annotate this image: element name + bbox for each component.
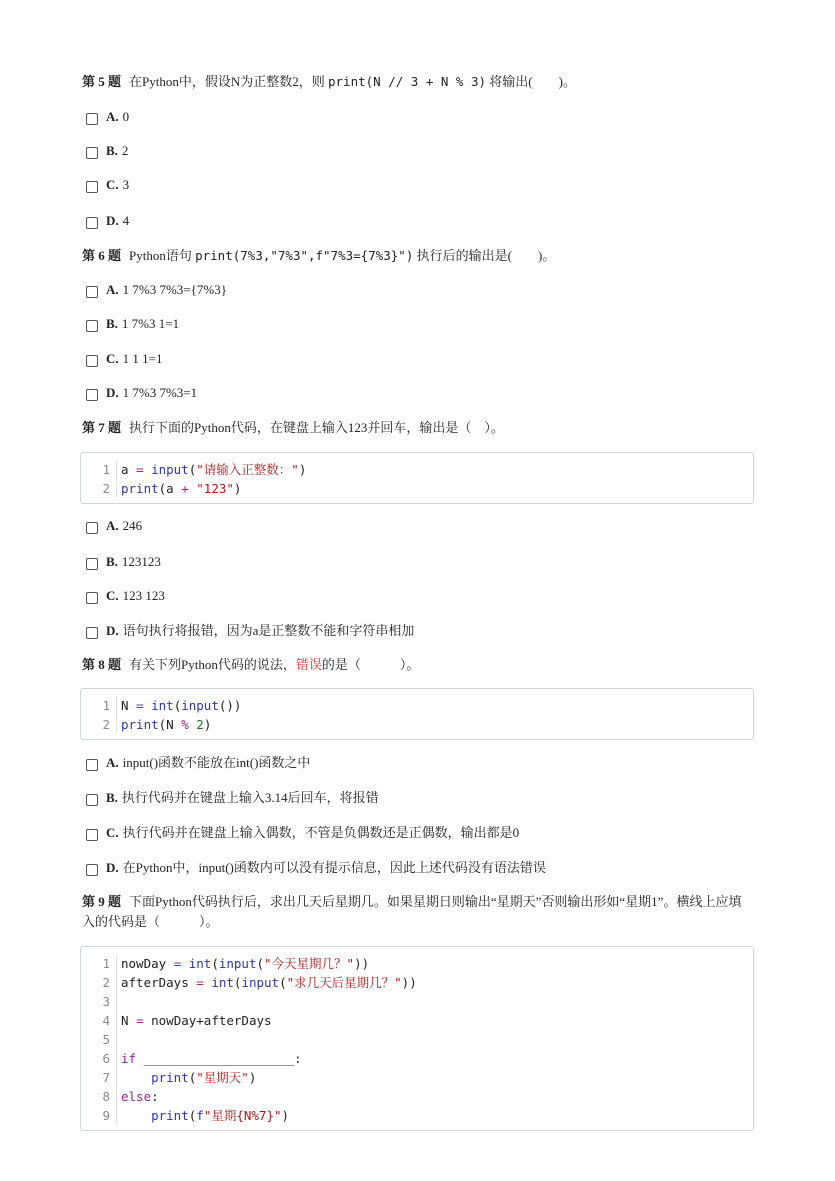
code-line bbox=[81, 1030, 753, 1049]
question-8-title bbox=[82, 655, 762, 675]
checkbox[interactable] bbox=[86, 759, 98, 771]
checkbox[interactable] bbox=[86, 829, 98, 841]
line-number: 5 bbox=[81, 1030, 117, 1049]
line-number: 8 bbox=[81, 1087, 117, 1106]
code-text: print(f"星期{N%7}") bbox=[151, 1108, 290, 1123]
checkbox[interactable] bbox=[86, 864, 98, 876]
question-5-title bbox=[82, 72, 762, 92]
question-text: 执行下面的Python代码，在键盘上输入123并回车，输出是（ ）。 bbox=[129, 420, 504, 435]
checkbox[interactable] bbox=[86, 794, 98, 806]
code-line bbox=[81, 1106, 753, 1125]
emphasis-text: 错误 bbox=[295, 657, 322, 672]
code-text: if ____________________: bbox=[121, 1051, 302, 1066]
question-number: 第 6 题 bbox=[82, 248, 122, 263]
option-text: 1 7%3 7%3={7%3} bbox=[122, 282, 227, 297]
code-token: "123" bbox=[196, 481, 234, 496]
question-number: 第 8 题 bbox=[82, 657, 122, 672]
checkbox[interactable] bbox=[86, 147, 98, 159]
line-number: 4 bbox=[81, 1011, 117, 1030]
line-number: 1 bbox=[81, 954, 117, 973]
inline-code: print(N // 3 + N % 3) bbox=[328, 74, 487, 89]
q8-option-d[interactable] bbox=[86, 858, 546, 878]
code-line bbox=[81, 1087, 753, 1106]
q8-option-a[interactable] bbox=[86, 753, 310, 773]
line-number: 3 bbox=[81, 992, 117, 1011]
question-text: 下面Python代码执行后，求出几天后星期几。如果星期日则输出“星期天”否则输出形如“星期1”。横线上应填入的代码是（ ）。 bbox=[82, 894, 742, 929]
checkbox[interactable] bbox=[86, 181, 98, 193]
code-token: input bbox=[151, 462, 189, 477]
code-token: (a bbox=[158, 481, 182, 496]
code-text: afterDays = int(input("求几天后星期几？")) bbox=[121, 975, 417, 990]
option-text: 执行代码并在键盘上输入偶数，不管是负偶数还是正偶数，输出都是0 bbox=[122, 825, 520, 840]
option-letter: A. bbox=[106, 518, 119, 533]
option-text: 4 bbox=[122, 213, 130, 228]
option-letter: D. bbox=[106, 385, 119, 400]
inline-code: print(7%3,"7%3",f"7%3={7%3}") bbox=[195, 248, 414, 263]
code-text: nowDay = int(input("今天星期几？")) bbox=[121, 956, 370, 971]
q5-option-d[interactable] bbox=[86, 211, 129, 231]
code-token: = bbox=[128, 698, 152, 713]
option-letter: D. bbox=[106, 623, 119, 638]
q7-option-c[interactable] bbox=[86, 586, 165, 606]
checkbox[interactable] bbox=[86, 355, 98, 367]
q8-option-c[interactable] bbox=[86, 823, 519, 843]
code-token: ( bbox=[173, 698, 182, 713]
option-text: input()函数不能放在int()函数之中 bbox=[122, 755, 311, 770]
code-line bbox=[81, 1068, 753, 1087]
code-token: ()) bbox=[218, 698, 242, 713]
option-letter: B. bbox=[106, 316, 118, 331]
code-text bbox=[117, 992, 121, 1011]
question-text-end: 将输出( )。 bbox=[486, 74, 576, 89]
code-line bbox=[81, 973, 753, 992]
code-token: ( bbox=[188, 462, 197, 477]
question-text: 在Python中，假设N为正整数2，则 bbox=[129, 74, 328, 89]
code-token: % bbox=[181, 717, 189, 732]
q6-option-b[interactable] bbox=[86, 314, 179, 334]
option-text: 语句执行将报错，因为a是正整数不能和字符串相加 bbox=[122, 623, 415, 638]
line-number: 2 bbox=[81, 973, 117, 992]
option-letter: B. bbox=[106, 790, 118, 805]
checkbox[interactable] bbox=[86, 217, 98, 229]
code-token: ) bbox=[298, 462, 307, 477]
question-6-title bbox=[82, 246, 762, 266]
q5-option-c[interactable] bbox=[86, 175, 129, 195]
code-line bbox=[81, 1011, 753, 1030]
option-text: 1 1 1=1 bbox=[122, 351, 163, 366]
q5-option-a[interactable] bbox=[86, 107, 129, 127]
q7-option-d[interactable] bbox=[86, 621, 414, 641]
code-token: "请输入正整数：" bbox=[196, 462, 299, 477]
q7-option-a[interactable] bbox=[86, 516, 142, 536]
code-token: + bbox=[181, 481, 189, 496]
line-number: 2 bbox=[81, 715, 117, 734]
option-text: 1 7%3 7%3=1 bbox=[122, 385, 198, 400]
line-number: 6 bbox=[81, 1049, 117, 1068]
q7-option-b[interactable] bbox=[86, 552, 161, 572]
question-text: Python语句 bbox=[129, 248, 196, 263]
option-letter: C. bbox=[106, 588, 119, 603]
checkbox[interactable] bbox=[86, 627, 98, 639]
code-text: print("星期天") bbox=[151, 1070, 257, 1085]
code-line bbox=[81, 715, 753, 734]
code-text: else: bbox=[121, 1089, 159, 1104]
code-line bbox=[81, 479, 753, 498]
line-number: 7 bbox=[81, 1068, 117, 1087]
line-number: 2 bbox=[81, 479, 117, 498]
q8-option-b[interactable] bbox=[86, 788, 379, 808]
code-text bbox=[117, 1030, 121, 1049]
checkbox[interactable] bbox=[86, 389, 98, 401]
code-token: = bbox=[128, 462, 152, 477]
code-token: print bbox=[121, 481, 159, 496]
option-text: 2 bbox=[121, 143, 129, 158]
code-text: N = nowDay+afterDays bbox=[121, 1013, 272, 1028]
option-letter: A. bbox=[106, 755, 119, 770]
option-text: 1 7%3 1=1 bbox=[121, 316, 180, 331]
q6-option-d[interactable] bbox=[86, 383, 197, 403]
code-token: 2 bbox=[196, 717, 204, 732]
checkbox[interactable] bbox=[86, 320, 98, 332]
question-7-title bbox=[82, 418, 762, 438]
code-line bbox=[81, 992, 753, 1011]
option-letter: C. bbox=[106, 177, 119, 192]
question-number: 第 5 题 bbox=[82, 74, 122, 89]
question-number: 第 7 题 bbox=[82, 420, 122, 435]
option-letter: B. bbox=[106, 554, 118, 569]
q6-option-c[interactable] bbox=[86, 349, 162, 369]
option-letter: A. bbox=[106, 109, 119, 124]
checkbox[interactable] bbox=[86, 522, 98, 534]
line-number: 9 bbox=[81, 1106, 117, 1125]
option-text: 3 bbox=[122, 177, 130, 192]
q5-option-b[interactable] bbox=[86, 141, 128, 161]
option-text: 123 123 bbox=[122, 588, 165, 603]
code-token: N bbox=[121, 698, 129, 713]
code-token: ) bbox=[233, 481, 242, 496]
code-token: a bbox=[121, 462, 129, 477]
checkbox[interactable] bbox=[86, 558, 98, 570]
question-text: 有关下列Python代码的说法， bbox=[129, 657, 296, 672]
code-token: (N bbox=[158, 717, 182, 732]
option-text: 123123 bbox=[121, 554, 161, 569]
checkbox[interactable] bbox=[86, 592, 98, 604]
option-text: 执行代码并在键盘上输入3.14后回车，将报错 bbox=[121, 790, 379, 805]
option-text: 0 bbox=[122, 109, 130, 124]
code-block-q9 bbox=[80, 946, 754, 1131]
line-number: 1 bbox=[81, 696, 117, 715]
option-letter: D. bbox=[106, 860, 119, 875]
option-letter: B. bbox=[106, 143, 118, 158]
question-text-end: 的是（ ）。 bbox=[321, 657, 420, 672]
code-line bbox=[81, 954, 753, 973]
code-line bbox=[81, 460, 753, 479]
code-block-q7 bbox=[80, 452, 754, 504]
code-token: int bbox=[151, 698, 174, 713]
option-text: 在Python中，input()函数内可以没有提示信息，因此上述代码没有语法错误 bbox=[122, 860, 546, 875]
line-number: 1 bbox=[81, 460, 117, 479]
option-text: 246 bbox=[122, 518, 143, 533]
code-line bbox=[81, 1049, 753, 1068]
question-9-title bbox=[82, 892, 754, 932]
code-token: print bbox=[121, 717, 159, 732]
q6-option-a[interactable] bbox=[86, 280, 227, 300]
code-token: ) bbox=[203, 717, 212, 732]
option-letter: C. bbox=[106, 351, 119, 366]
question-text-end: 执行后的输出是( )。 bbox=[413, 248, 556, 263]
option-letter: D. bbox=[106, 213, 119, 228]
checkbox[interactable] bbox=[86, 113, 98, 125]
code-block-q8 bbox=[80, 688, 754, 740]
checkbox[interactable] bbox=[86, 286, 98, 298]
option-letter: A. bbox=[106, 282, 119, 297]
code-token: input bbox=[181, 698, 219, 713]
question-number: 第 9 题 bbox=[82, 894, 122, 909]
code-line bbox=[81, 696, 753, 715]
option-letter: C. bbox=[106, 825, 119, 840]
